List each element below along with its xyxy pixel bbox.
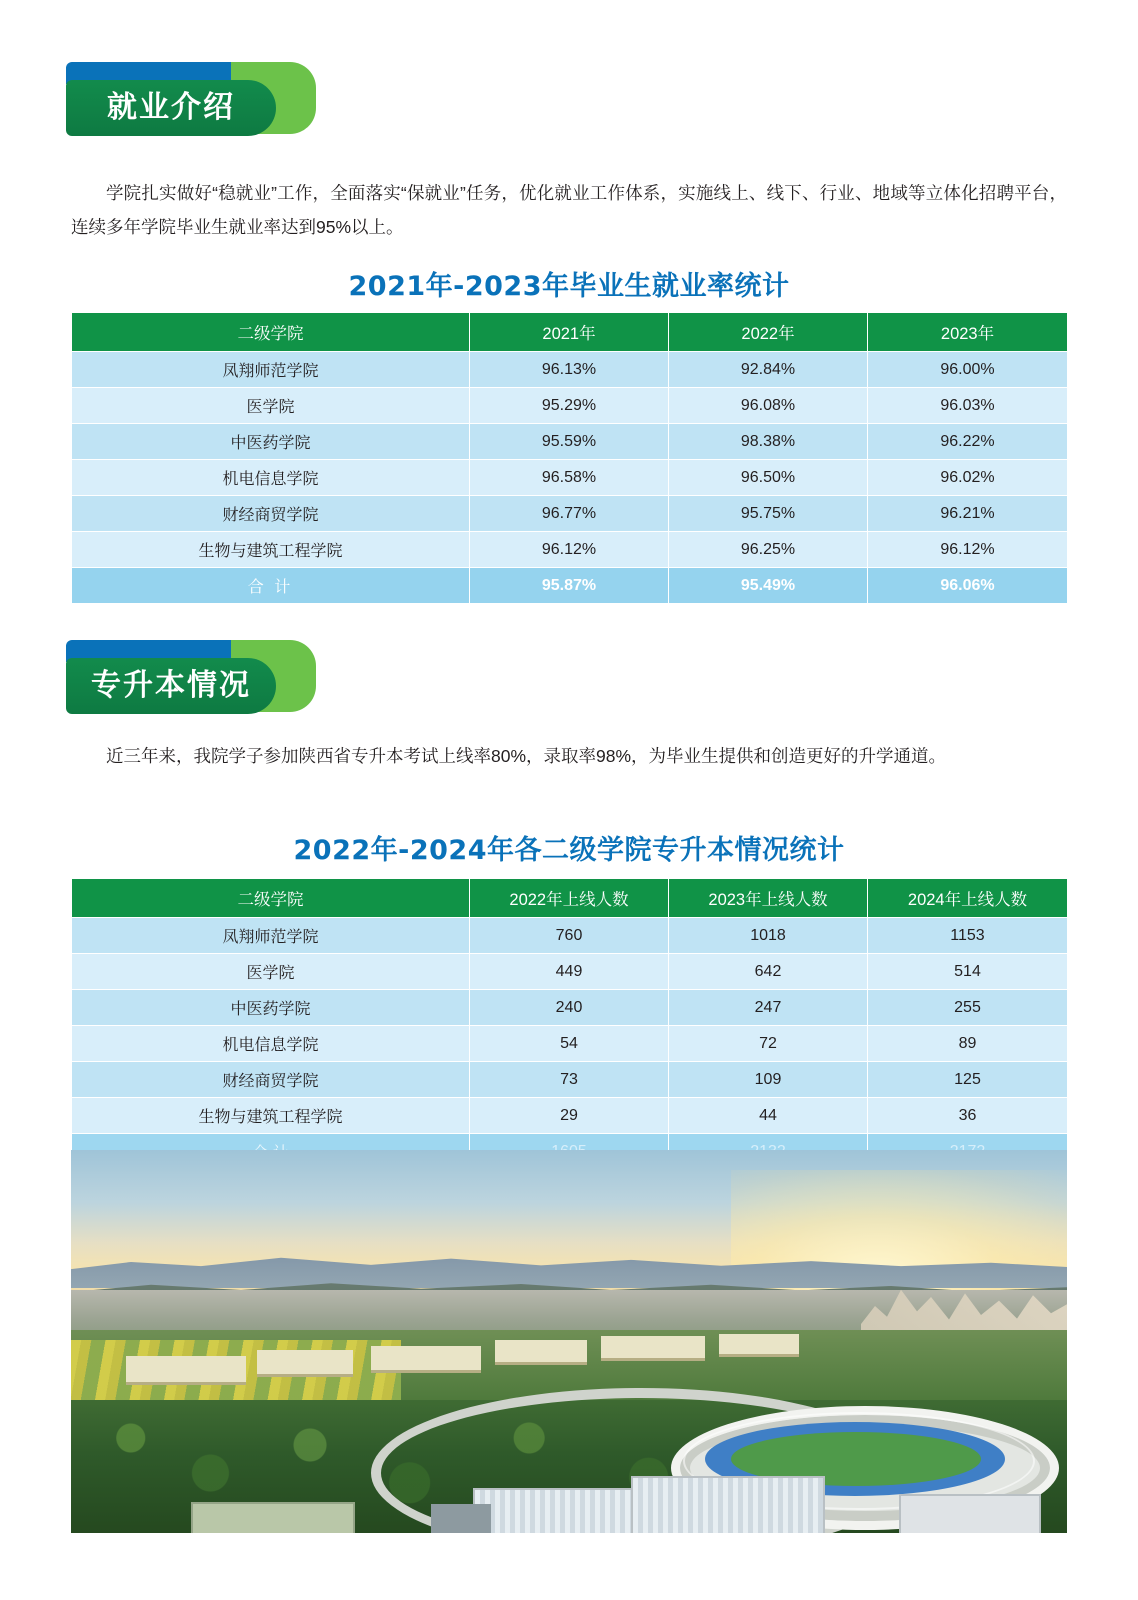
- cell-value: 95.29%: [470, 388, 669, 424]
- cell-value: 96.22%: [868, 424, 1068, 460]
- column-header: 2022年上线人数: [470, 879, 669, 918]
- cell-value: 36: [868, 1098, 1068, 1134]
- photo-building: [126, 1356, 246, 1385]
- table-row: [72, 532, 1068, 568]
- table-row: [72, 918, 1068, 954]
- table-total-row: [72, 568, 1068, 604]
- cell-value: 96.00%: [868, 352, 1068, 388]
- table-row: [72, 1026, 1068, 1062]
- table-row: [72, 1098, 1068, 1134]
- cell-value: 73: [470, 1062, 669, 1098]
- cell-college: 财经商贸学院: [72, 1062, 470, 1098]
- cell-value: 95.59%: [470, 424, 669, 460]
- photo-foreground-building: [191, 1502, 355, 1533]
- cell-college: 机电信息学院: [72, 460, 470, 496]
- paragraph-upgrade: 近三年来，我院学子参加陕西省专升本考试上线率80%，录取率98%，为毕业生提供和创造更好的升学通道。: [106, 746, 947, 766]
- cell-value: 95.75%: [669, 496, 868, 532]
- paragraph-employment: 学院扎实做好“稳就业”工作，全面落实“保就业”任务，优化就业工作体系，实施线上、线下、行业、地域等立体化招聘平台，连续多年学院毕业生就业率达到95%以上。: [71, 183, 1067, 237]
- cell-value: 44: [669, 1098, 868, 1134]
- column-header: 2022年: [669, 313, 868, 352]
- cell-value: 125: [868, 1062, 1068, 1098]
- table-row: [72, 388, 1068, 424]
- cell-value: 96.12%: [470, 532, 669, 568]
- table-row: [72, 1062, 1068, 1098]
- photo-foreground-building: [899, 1494, 1041, 1533]
- photo-building: [601, 1336, 705, 1361]
- cell-value: 514: [868, 954, 1068, 990]
- cell-value: 96.58%: [470, 460, 669, 496]
- cell-value: 1153: [868, 918, 1068, 954]
- photo-building: [371, 1346, 481, 1373]
- cell-value: 98.38%: [669, 424, 868, 460]
- cell-value: 96.50%: [669, 460, 868, 496]
- cell-value: 109: [669, 1062, 868, 1098]
- cell-total-value: 96.06%: [868, 568, 1068, 604]
- table-row: [72, 352, 1068, 388]
- cell-value: 96.25%: [669, 532, 868, 568]
- column-header: 2023年上线人数: [669, 879, 868, 918]
- section-title-employment: 就业介绍: [107, 90, 235, 125]
- cell-value: 642: [669, 954, 868, 990]
- table-row: [72, 954, 1068, 990]
- cell-college: 凤翔师范学院: [72, 352, 470, 388]
- cell-value: 255: [868, 990, 1068, 1026]
- column-header: 2021年: [470, 313, 669, 352]
- cell-college: 医学院: [72, 954, 470, 990]
- section-banner-upgrade: [66, 640, 316, 714]
- table-title-upgrade: 2022年-2024年各二级学院专升本情况统计: [293, 835, 845, 866]
- cell-value: 760: [470, 918, 669, 954]
- employment-rate-table: [71, 312, 1068, 604]
- cell-value: 72: [669, 1026, 868, 1062]
- cell-college: 财经商贸学院: [72, 496, 470, 532]
- column-header: 2023年: [868, 313, 1068, 352]
- cell-value: 96.12%: [868, 532, 1068, 568]
- section-title-upgrade: 专升本情况: [91, 668, 251, 703]
- cell-value: 54: [470, 1026, 669, 1062]
- cell-total-label: 合 计: [72, 568, 470, 604]
- cell-college: 生物与建筑工程学院: [72, 532, 470, 568]
- table-row: [72, 424, 1068, 460]
- cell-value: 247: [669, 990, 868, 1026]
- table-row: [72, 496, 1068, 532]
- cell-value: 96.02%: [868, 460, 1068, 496]
- cell-value: 96.03%: [868, 388, 1068, 424]
- section-banner-employment: [66, 62, 316, 136]
- cell-value: 96.13%: [470, 352, 669, 388]
- cell-value: 92.84%: [669, 352, 868, 388]
- upgrade-stats-table: [71, 878, 1068, 1170]
- table-header-row: [72, 879, 1068, 918]
- photo-building: [257, 1350, 353, 1377]
- photo-building: [495, 1340, 587, 1365]
- cell-value: 449: [470, 954, 669, 990]
- cell-college: 中医药学院: [72, 424, 470, 460]
- cell-college: 机电信息学院: [72, 1026, 470, 1062]
- cell-value: 29: [470, 1098, 669, 1134]
- cell-value: 1018: [669, 918, 868, 954]
- table-title-employment: 2021年-2023年毕业生就业率统计: [348, 271, 790, 302]
- campus-aerial-photo: [71, 1150, 1067, 1533]
- column-header: 2024年上线人数: [868, 879, 1068, 918]
- table-row: [72, 990, 1068, 1026]
- photo-foreground-building: [631, 1476, 825, 1533]
- cell-college: 生物与建筑工程学院: [72, 1098, 470, 1134]
- cell-value: 89: [868, 1026, 1068, 1062]
- column-header: 二级学院: [72, 313, 470, 352]
- cell-college: 中医药学院: [72, 990, 470, 1026]
- table-row: [72, 460, 1068, 496]
- cell-total-value: 95.87%: [470, 568, 669, 604]
- cell-value: 96.21%: [868, 496, 1068, 532]
- cell-value: 96.08%: [669, 388, 868, 424]
- cell-college: 医学院: [72, 388, 470, 424]
- photo-rooftop: [431, 1504, 491, 1533]
- cell-total-value: 95.49%: [669, 568, 868, 604]
- cell-college: 凤翔师范学院: [72, 918, 470, 954]
- cell-value: 96.77%: [470, 496, 669, 532]
- photo-building: [719, 1334, 799, 1357]
- table-header-row: [72, 313, 1068, 352]
- column-header: 二级学院: [72, 879, 470, 918]
- cell-value: 240: [470, 990, 669, 1026]
